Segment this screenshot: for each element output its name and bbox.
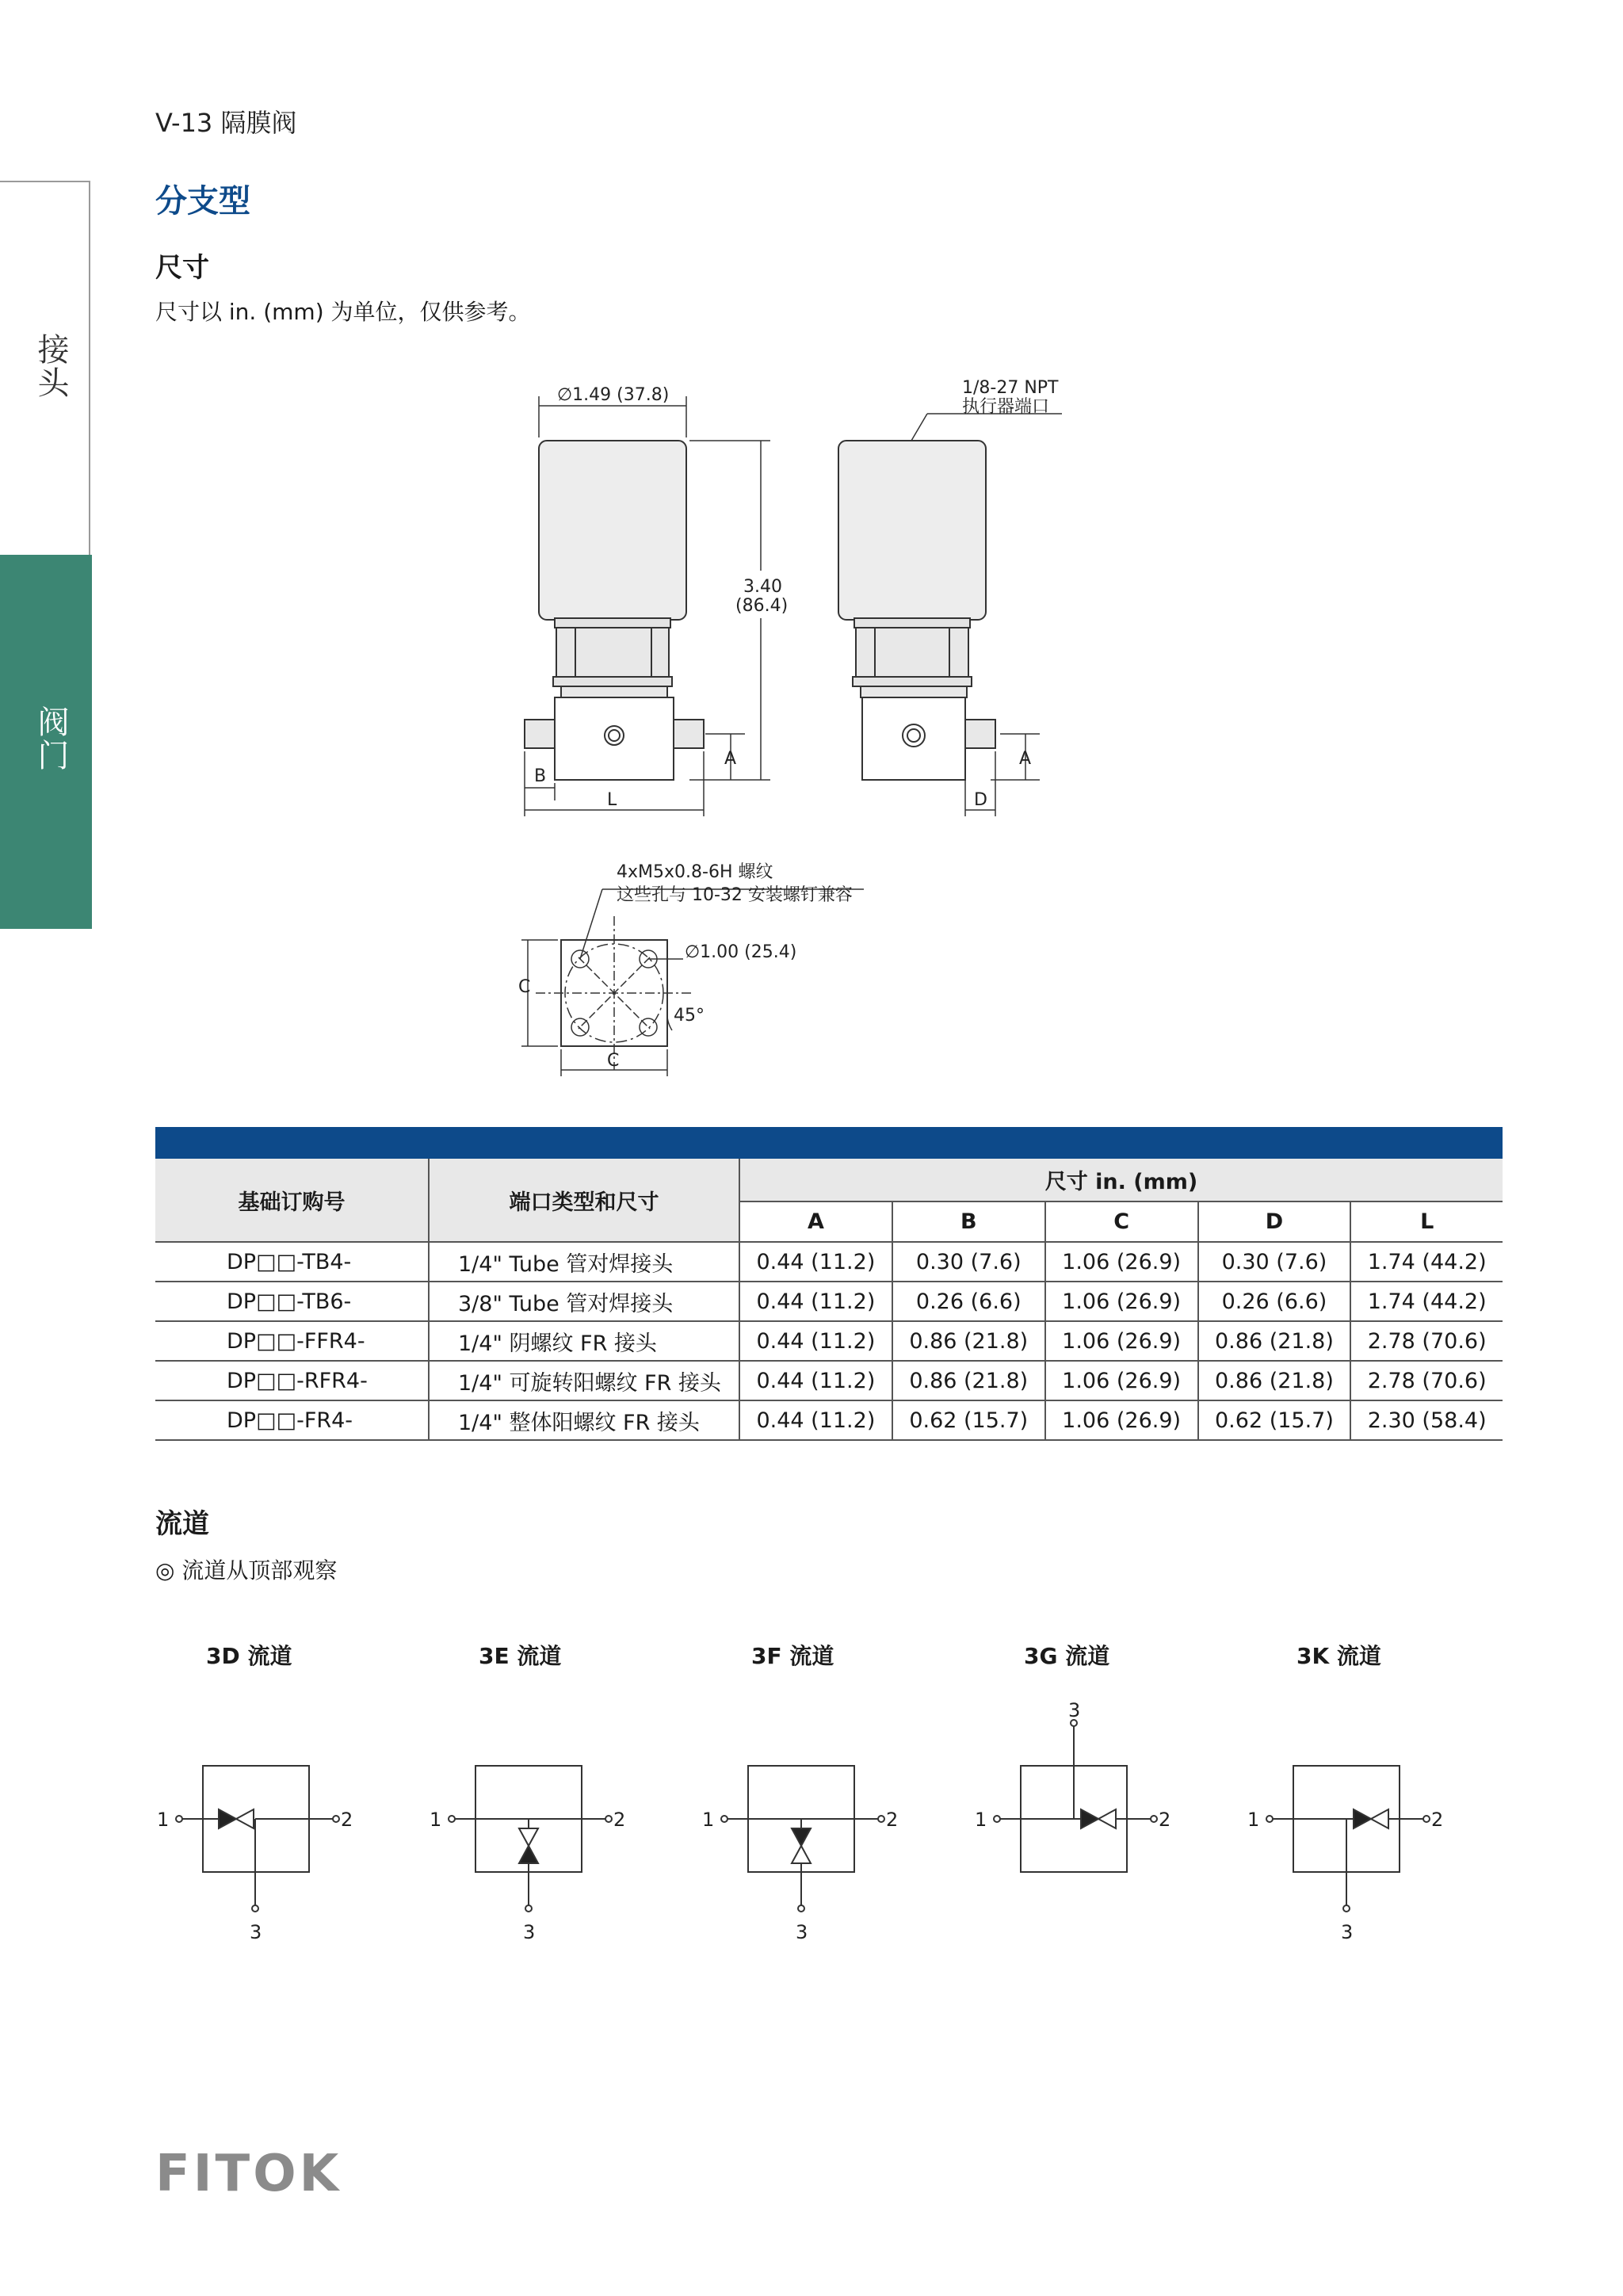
col-part-number: 基础订购号	[155, 1159, 429, 1242]
height-in-label: 3.40	[743, 577, 782, 597]
table-header-bar	[155, 1127, 1503, 1159]
cell-d: 0.26 (6.6)	[1198, 1282, 1351, 1321]
cell-a: 0.44 (11.2)	[739, 1242, 892, 1282]
cell-b: 0.86 (21.8)	[892, 1321, 1045, 1361]
col-b: B	[892, 1201, 1045, 1242]
angle-label: 45°	[674, 1006, 705, 1026]
flow-title-3g: 3G 流道	[1024, 1643, 1110, 1669]
cell-part: DP□□-TB6-	[155, 1282, 429, 1321]
flow-title-3e: 3E 流道	[479, 1643, 562, 1669]
col-a: A	[739, 1201, 892, 1242]
cell-l: 1.74 (44.2)	[1350, 1242, 1503, 1282]
cell-c: 1.06 (26.9)	[1045, 1321, 1198, 1361]
side-tab-fittings-label: 接头	[32, 333, 69, 399]
flow-note: ◎ 流道从顶部观察	[155, 1557, 338, 1584]
cell-d: 0.86 (21.8)	[1198, 1321, 1351, 1361]
port-3-3f: 3	[796, 1921, 808, 1943]
cell-part: DP□□-TB4-	[155, 1242, 429, 1282]
port-3-3k: 3	[1341, 1921, 1354, 1943]
port-2-3f: 2	[886, 1809, 899, 1831]
cell-c: 1.06 (26.9)	[1045, 1361, 1198, 1400]
cell-part: DP□□-FFR4-	[155, 1321, 429, 1361]
cell-d: 0.86 (21.8)	[1198, 1361, 1351, 1400]
port-3-3g: 3	[1068, 1699, 1081, 1721]
cell-a: 0.44 (11.2)	[739, 1361, 892, 1400]
page-header: V-13 隔膜阀	[155, 108, 297, 138]
cell-a: 0.44 (11.2)	[739, 1321, 892, 1361]
cell-c: 1.06 (26.9)	[1045, 1400, 1198, 1440]
label-l: L	[607, 790, 617, 810]
port-1-3e: 1	[430, 1809, 442, 1831]
col-port-type: 端口类型和尺寸	[429, 1159, 739, 1242]
col-dimensions: 尺寸 in. (mm)	[739, 1159, 1503, 1201]
cell-c: 1.06 (26.9)	[1045, 1242, 1198, 1282]
cell-port: 3/8" Tube 管对焊接头	[429, 1282, 739, 1321]
dimension-drawing	[0, 0, 1623, 1110]
cell-port: 1/4" Tube 管对焊接头	[429, 1242, 739, 1282]
fitok-logo: FITOK	[155, 2145, 342, 2203]
cell-port: 1/4" 整体阳螺纹 FR 接头	[429, 1400, 739, 1440]
cell-a: 0.44 (11.2)	[739, 1400, 892, 1440]
col-c: C	[1045, 1201, 1198, 1242]
cell-b: 0.30 (7.6)	[892, 1242, 1045, 1282]
height-mm-label: (86.4)	[735, 596, 789, 616]
thread-label: 4xM5x0.8-6H 螺纹	[617, 862, 773, 882]
flow-diagrams	[0, 1696, 1623, 1950]
cell-port: 1/4" 可旋转阳螺纹 FR 接头	[429, 1361, 739, 1400]
cell-d: 0.62 (15.7)	[1198, 1400, 1351, 1440]
cell-l: 1.74 (44.2)	[1350, 1282, 1503, 1321]
cell-d: 0.30 (7.6)	[1198, 1242, 1351, 1282]
cell-part: DP□□-FR4-	[155, 1400, 429, 1440]
side-tab-valves-label: 阀门	[32, 705, 69, 772]
thread-note: 这些孔与 10-32 安装螺钉兼容	[617, 885, 853, 905]
cell-b: 0.86 (21.8)	[892, 1361, 1045, 1400]
bolt-circle-label: ∅1.00 (25.4)	[685, 942, 797, 962]
table-row	[155, 1361, 1503, 1400]
cell-l: 2.78 (70.6)	[1350, 1321, 1503, 1361]
table-row	[155, 1400, 1503, 1440]
dimensions-heading: 尺寸	[155, 252, 209, 284]
cell-port: 1/4" 阴螺纹 FR 接头	[429, 1321, 739, 1361]
cell-b: 0.62 (15.7)	[892, 1400, 1045, 1440]
cell-l: 2.30 (58.4)	[1350, 1400, 1503, 1440]
port-2-3g: 2	[1159, 1809, 1171, 1831]
actuator-port-label: 执行器端口	[962, 397, 1050, 417]
cell-c: 1.06 (26.9)	[1045, 1282, 1198, 1321]
cell-l: 2.78 (70.6)	[1350, 1361, 1503, 1400]
flow-title-3f: 3F 流道	[751, 1643, 834, 1669]
label-a-right: A	[1019, 749, 1032, 769]
table-row	[155, 1321, 1503, 1361]
port-3-3e: 3	[523, 1921, 536, 1943]
label-c-bottom: C	[607, 1051, 620, 1071]
cell-a: 0.44 (11.2)	[739, 1282, 892, 1321]
flow-heading: 流道	[155, 1508, 209, 1540]
port-1-3f: 1	[702, 1809, 715, 1831]
port-2-3e: 2	[613, 1809, 626, 1831]
table-row	[155, 1282, 1503, 1321]
port-2-3d: 2	[341, 1809, 353, 1831]
port-1-3k: 1	[1247, 1809, 1260, 1831]
flow-title-3k: 3K 流道	[1296, 1643, 1381, 1669]
cell-part: DP□□-RFR4-	[155, 1361, 429, 1400]
diameter-label: ∅1.49 (37.8)	[557, 385, 670, 405]
col-d: D	[1198, 1201, 1351, 1242]
section-title: 分支型	[155, 183, 250, 220]
flow-title-3d: 3D 流道	[206, 1643, 292, 1669]
port-3-3d: 3	[250, 1921, 262, 1943]
label-b: B	[534, 766, 547, 786]
cell-b: 0.26 (6.6)	[892, 1282, 1045, 1321]
label-a-left: A	[724, 749, 737, 769]
dimensions-note: 尺寸以 in. (mm) 为单位，仅供参考。	[155, 299, 531, 325]
label-c-left: C	[518, 977, 531, 997]
col-l: L	[1350, 1201, 1503, 1242]
port-1-3d: 1	[157, 1809, 170, 1831]
port-2-3k: 2	[1431, 1809, 1444, 1831]
dimensions-table	[155, 1127, 1503, 1441]
table-row	[155, 1242, 1503, 1282]
label-d: D	[974, 790, 987, 810]
npt-label: 1/8-27 NPT	[962, 378, 1059, 398]
port-1-3g: 1	[975, 1809, 987, 1831]
